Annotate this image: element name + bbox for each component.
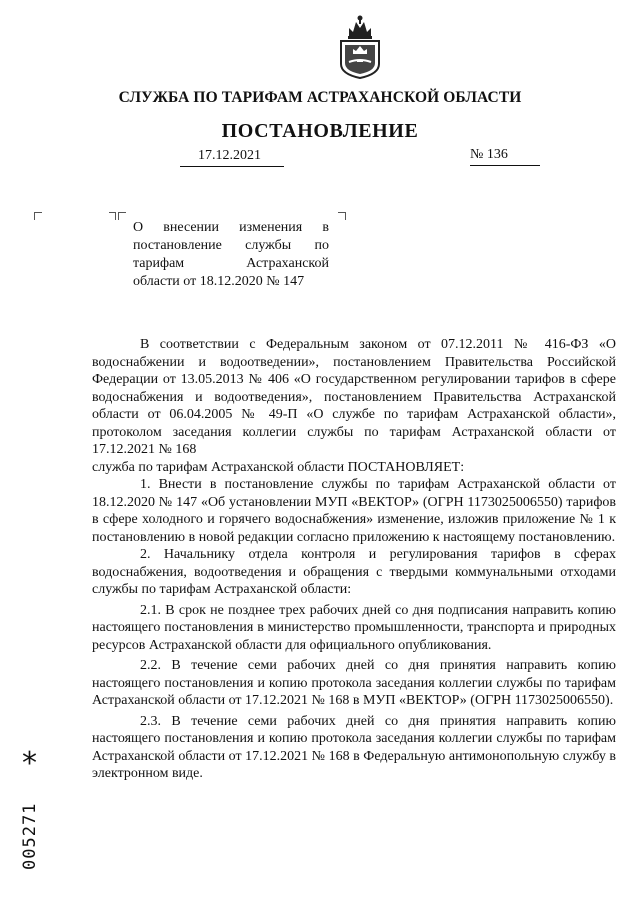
subject-line: О внесении изменения в (133, 220, 329, 235)
corner-mark-subject-right (338, 212, 346, 220)
preamble-paragraph: В соответствии с Федеральным законом от 07.12.2011 № 416-ФЗ «О водоснабжении и водоотведении», постановлением Правительства Российской Федерации от 13.05.2013 № 406 «О государственном регулировании тарифов в сфере водоснабжения и водоотведения», постановлением Правительства Астраханской области от 06.04.2005 № 49-П «О службе по тарифам Астраханской области», протоколом заседания коллегии службы по тарифам Астраханской области от 17.12.2021 № 168 (92, 337, 616, 457)
agency-name: СЛУЖБА ПО ТАРИФАМ АСТРАХАНСКОЙ ОБЛАСТИ (118, 89, 522, 106)
margin-asterisk: * (22, 746, 37, 781)
margin-stamp-number: 005271 (20, 802, 40, 870)
corner-mark-left (34, 212, 42, 220)
document-date: 17.12.2021 (198, 148, 261, 163)
subject-line: постановление службы по (133, 238, 329, 253)
subject-line: тарифам Астраханской (133, 256, 329, 271)
item-2-3-paragraph: 2.3. В течение семи рабочих дней со дня принятия направить копию настоящего постановления и копию протокола заседания коллегии службы по тарифам Астраханской области от 17.12.2021 № 168 в Федеральную антимонопольную службу в электронном виде. (92, 713, 616, 781)
number-underline (470, 165, 540, 166)
item-2-1-paragraph: 2.1. В срок не позднее трех рабочих дней со дня подписания направить копию настоящего постановления в министерство промышленности, транспорта и природных ресурсов Астраханской области для официального опубликования. (92, 602, 616, 653)
corner-mark-subject-left-2 (118, 212, 126, 220)
document-type-title: ПОСТАНОВЛЕНИЕ (221, 120, 419, 142)
resolves-paragraph: служба по тарифам Астраханской области ПОСТАНОВЛЯЕТ: (92, 459, 465, 475)
item-1-paragraph: 1. Внести в постановление службы по тарифам Астраханской области от 18.12.2020 № 147 «Об установлении МУП «ВЕКТОР» (ОГРН 1173025006550) тарифов в сфере холодного и горячего водоснабжения» изменение, изложив приложение № 1 к постановлению в новой редакции согласно приложению к настоящему постановлению. (92, 477, 616, 545)
corner-mark-subject-left (109, 212, 116, 220)
document-subject (133, 219, 329, 291)
subject-line: области от 18.12.2020 № 147 (133, 274, 305, 289)
item-2-2-paragraph: 2.2. В течение семи рабочих дней со дня принятия направить копию настоящего постановления и копию протокола заседания коллегии службы по тарифам Астраханской области от 17.12.2021 № 168 в МУП «ВЕКТОР» (ОГРН 1173025006550). (92, 658, 616, 708)
date-underline (180, 166, 284, 167)
coat-of-arms-emblem (335, 14, 385, 80)
item-2-paragraph: 2. Начальнику отдела контроля и регулирования тарифов в сферах водоснабжения, водоотведения и обращения с твердыми коммунальными отходами службы по тарифам Астраханской области: (92, 547, 616, 597)
document-body (92, 336, 616, 783)
document-number: № 136 (470, 147, 508, 162)
